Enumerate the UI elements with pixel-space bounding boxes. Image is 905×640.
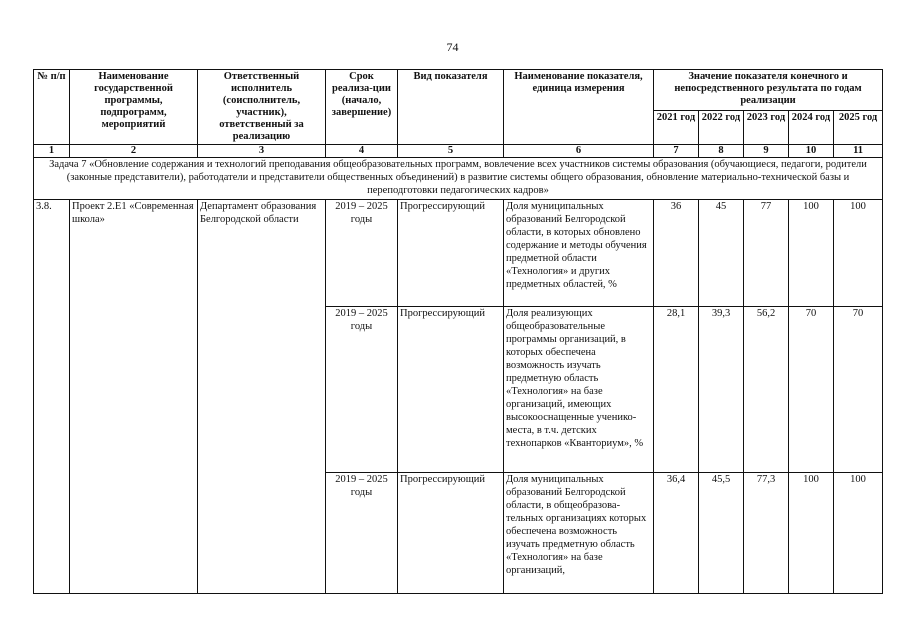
header-year-2023: 2023 год <box>744 110 789 144</box>
row-term: 2019 – 2025 годы <box>326 200 398 307</box>
col-number: 10 <box>789 145 834 158</box>
row-type: Прогрессирующий <box>398 307 504 473</box>
col-number: 4 <box>326 145 398 158</box>
program-table <box>33 69 883 594</box>
row-value-2022: 45 <box>699 200 744 307</box>
row-value-2025: 100 <box>834 200 883 307</box>
item-executor: Департамент образования Белгородской области <box>198 200 326 594</box>
col-number: 2 <box>70 145 198 158</box>
header-term: Срок реализа-ции (начало, завершение) <box>326 70 398 145</box>
row-value-2021: 36 <box>654 200 699 307</box>
column-numbers-row <box>34 145 883 158</box>
row-type: Прогрессирующий <box>398 200 504 307</box>
row-indicator-name: Доля муниципальных образований Белгородской области, в которых обновлено содержание и методы обучения предметной области «Технология» и других предметных областей, % <box>504 200 654 307</box>
col-number: 6 <box>504 145 654 158</box>
row-value-2025: 100 <box>834 473 883 594</box>
row-term: 2019 – 2025 годы <box>326 307 398 473</box>
row-value-2023: 77 <box>744 200 789 307</box>
row-value-2021: 36,4 <box>654 473 699 594</box>
row-term: 2019 – 2025 годы <box>326 473 398 594</box>
col-number: 3 <box>198 145 326 158</box>
col-number: 9 <box>744 145 789 158</box>
row-value-2023: 77,3 <box>744 473 789 594</box>
task-text: Задача 7 «Обновление содержания и технологий преподавания общеобразовательных программ, вовлечение всех участников системы образования (обучающиеся, педагоги, родители (законные представители), работодатели и представители общественных объединений) в развитие системы общего образования, обновление материально-технической базы и переподготовки педагогических кадров» <box>34 158 883 200</box>
row-value-2022: 39,3 <box>699 307 744 473</box>
row-value-2025: 70 <box>834 307 883 473</box>
page-number: 74 <box>446 40 459 54</box>
col-number: 7 <box>654 145 699 158</box>
row-indicator-name: Доля муниципальных образований Белгородской области, в общеобразова-тельных организациях которых обеспечена возможность изучать предметную область «Технология» на базе организаций, <box>504 473 654 594</box>
header-year-2021: 2021 год <box>654 110 699 144</box>
header-year-2025: 2025 год <box>834 110 883 144</box>
row-value-2023: 56,2 <box>744 307 789 473</box>
header-indicator-type: Вид показателя <box>398 70 504 145</box>
table-row <box>34 200 883 307</box>
header-year-2024: 2024 год <box>789 110 834 144</box>
header-indicator-name: Наименование показателя, единица измерения <box>504 70 654 145</box>
col-number: 11 <box>834 145 883 158</box>
header-values-group: Значение показателя конечного и непосредственного результата по годам реализации <box>654 70 883 111</box>
col-number: 1 <box>34 145 70 158</box>
col-number: 5 <box>398 145 504 158</box>
item-program: Проект 2.Е1 «Современная школа» <box>70 200 198 594</box>
task-row <box>34 158 883 200</box>
header-executor: Ответственный исполнитель (соисполнитель, участник), ответственный за реализацию <box>198 70 326 145</box>
header-row <box>34 70 883 111</box>
row-indicator-name: Доля реализующих общеобразовательные программы организаций, в которых обеспечена возможность изучать предметную область «Технология» на базе организаций, имеющих высокооснащенные ученико-места, в т.ч. детских технопарков «Кванториум», % <box>504 307 654 473</box>
header-year-2022: 2022 год <box>699 110 744 144</box>
header-num: № п/п <box>34 70 70 145</box>
row-type: Прогрессирующий <box>398 473 504 594</box>
col-number: 8 <box>699 145 744 158</box>
header-program: Наименование государственной программы, подпрограмм, мероприятий <box>70 70 198 145</box>
row-value-2022: 45,5 <box>699 473 744 594</box>
row-value-2024: 100 <box>789 473 834 594</box>
row-value-2024: 70 <box>789 307 834 473</box>
row-value-2024: 100 <box>789 200 834 307</box>
item-num: 3.8. <box>34 200 70 594</box>
row-value-2021: 28,1 <box>654 307 699 473</box>
